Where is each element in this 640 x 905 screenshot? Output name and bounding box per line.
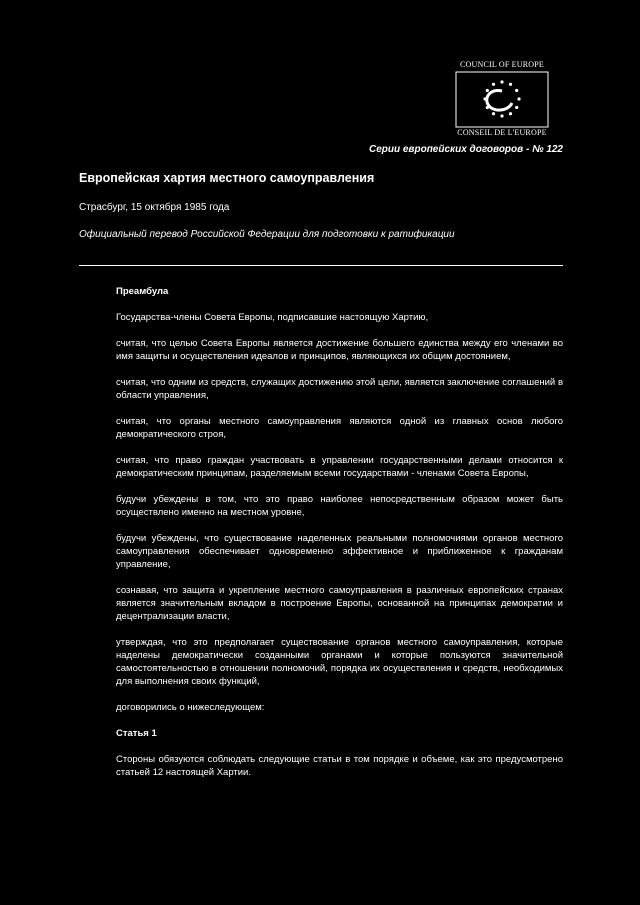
header-divider [79, 265, 563, 266]
treaty-series-label: Серии европейских договоров - № 122 [368, 144, 563, 155]
emblem-star [515, 106, 518, 109]
emblem-star [517, 97, 520, 100]
preamble-paragraph: договорились о нижеследующем: [116, 702, 265, 713]
council-of-europe-emblem-icon [452, 61, 552, 137]
emblem-star [486, 89, 489, 92]
preamble-paragraph: будучи убеждены в том, что это право наиболее непосредственным образом может быть осуществлено именно на местном уровне, [116, 494, 563, 518]
place-and-date: Страсбург, 15 октября 1985 года [79, 202, 230, 213]
document-title: Европейская хартия местного самоуправления [79, 171, 375, 185]
emblem-star [492, 83, 495, 86]
emblem-star [500, 80, 503, 83]
preamble-paragraph: утверждая, что это предполагает существование органов местного самоуправления, которые наделены демократически созданными органами и которые пользуются значительной самостоятельностью в отношении полномочий, порядка их осуществления и средств, необходимых для выполнения своих функций, [116, 637, 563, 687]
preamble-paragraph: считая, что органы местного самоуправления являются одной из главных основ любого демократического строя, [116, 416, 563, 440]
article-1-text: Стороны обязуются соблюдать следующие статьи в том порядке и объеме, как это предусмотрено статьей 12 настоящей Хартии. [116, 754, 563, 778]
preamble-paragraph: сознавая, что защита и укрепление местного самоуправления в различных европейских странах является значительным вкладом в построение Европы, основанной на принципах демократии и децентрализации власти, [116, 585, 563, 622]
preamble-heading: Преамбула [116, 286, 169, 297]
logo-org-name-fr: CONSEIL DE L'EUROPE [457, 128, 547, 137]
preamble-paragraph: Государства-члены Совета Европы, подписавшие настоящую Хартию, [116, 312, 429, 323]
translation-note: Официальный перевод Российской Федерации для подготовки к ратификации [79, 229, 455, 240]
preamble-paragraph: считая, что целью Совета Европы является достижение большего единства между его членами во имя защиты и осуществления идеалов и принципов, являющихся их общим достоянием, [116, 338, 563, 362]
preamble-paragraph: будучи убеждены, что существование наделенных реальными полномочиями органов местного самоуправления обеспечивает одновременно эффективное и приближенное к гражданам управление, [116, 533, 563, 570]
preamble-paragraph: считая, что право граждан участвовать в управлении государственными делами относится к демократическим принципам, разделяемым всеми государствами - членами Совета Европы, [116, 455, 563, 479]
emblem-star [509, 112, 512, 115]
logo-org-name-en: COUNCIL OF EUROPE [460, 60, 544, 69]
document-body [116, 285, 563, 792]
council-of-europe-logo [452, 61, 552, 137]
emblem-star [492, 112, 495, 115]
preamble-paragraph: считая, что одним из средств, служащих достижению этой цели, является заключение соглашений в области управления, [116, 377, 563, 401]
emblem-star [509, 83, 512, 86]
emblem-star [500, 114, 503, 117]
emblem-star [515, 89, 518, 92]
article-1-heading: Статья 1 [116, 728, 157, 739]
